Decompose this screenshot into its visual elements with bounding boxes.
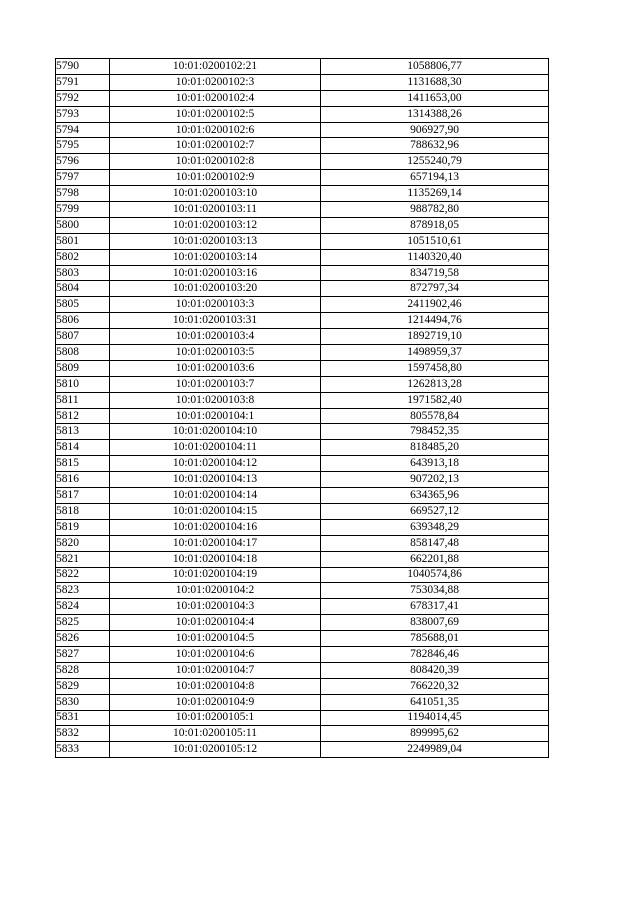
row-number-cell: 5832 <box>56 726 110 742</box>
value-cell: 1262813,28 <box>321 376 549 392</box>
value-cell: 1411653,00 <box>321 90 549 106</box>
cadastral-number-cell: 10:01:0200103:8 <box>110 392 321 408</box>
table-row <box>56 694 549 710</box>
table-row <box>56 503 549 519</box>
table-row <box>56 170 549 186</box>
row-number-cell: 5808 <box>56 345 110 361</box>
row-number-cell: 5807 <box>56 329 110 345</box>
table-row <box>56 424 549 440</box>
value-cell: 808420,39 <box>321 662 549 678</box>
row-number-cell: 5813 <box>56 424 110 440</box>
cadastral-number-cell: 10:01:0200103:10 <box>110 186 321 202</box>
value-cell: 1131688,30 <box>321 74 549 90</box>
table-row <box>56 408 549 424</box>
cadastral-number-cell: 10:01:0200104:9 <box>110 694 321 710</box>
data-table <box>55 58 549 758</box>
row-number-cell: 5815 <box>56 456 110 472</box>
value-cell: 878918,05 <box>321 217 549 233</box>
value-cell: 788632,96 <box>321 138 549 154</box>
cadastral-number-cell: 10:01:0200104:13 <box>110 472 321 488</box>
row-number-cell: 5804 <box>56 281 110 297</box>
row-number-cell: 5792 <box>56 90 110 106</box>
value-cell: 834719,58 <box>321 265 549 281</box>
cadastral-number-cell: 10:01:0200104:3 <box>110 599 321 615</box>
row-number-cell: 5818 <box>56 503 110 519</box>
value-cell: 639348,29 <box>321 519 549 535</box>
row-number-cell: 5809 <box>56 360 110 376</box>
table-row <box>56 631 549 647</box>
table-row <box>56 710 549 726</box>
cadastral-number-cell: 10:01:0200104:17 <box>110 535 321 551</box>
table-row <box>56 678 549 694</box>
value-cell: 753034,88 <box>321 583 549 599</box>
row-number-cell: 5821 <box>56 551 110 567</box>
table-row <box>56 233 549 249</box>
cadastral-number-cell: 10:01:0200104:5 <box>110 631 321 647</box>
row-number-cell: 5802 <box>56 249 110 265</box>
cadastral-number-cell: 10:01:0200103:12 <box>110 217 321 233</box>
row-number-cell: 5811 <box>56 392 110 408</box>
value-cell: 906927,90 <box>321 122 549 138</box>
row-number-cell: 5794 <box>56 122 110 138</box>
row-number-cell: 5816 <box>56 472 110 488</box>
row-number-cell: 5830 <box>56 694 110 710</box>
table-row <box>56 360 549 376</box>
row-number-cell: 5800 <box>56 217 110 233</box>
table-row <box>56 519 549 535</box>
value-cell: 1314388,26 <box>321 106 549 122</box>
row-number-cell: 5824 <box>56 599 110 615</box>
cadastral-number-cell: 10:01:0200102:6 <box>110 122 321 138</box>
table-row <box>56 551 549 567</box>
value-cell: 1040574,86 <box>321 567 549 583</box>
row-number-cell: 5812 <box>56 408 110 424</box>
cadastral-number-cell: 10:01:0200104:1 <box>110 408 321 424</box>
cadastral-number-cell: 10:01:0200104:19 <box>110 567 321 583</box>
row-number-cell: 5791 <box>56 74 110 90</box>
value-cell: 785688,01 <box>321 631 549 647</box>
cadastral-number-cell: 10:01:0200105:12 <box>110 742 321 758</box>
value-cell: 678317,41 <box>321 599 549 615</box>
table-row <box>56 202 549 218</box>
cadastral-number-cell: 10:01:0200103:20 <box>110 281 321 297</box>
table-row <box>56 154 549 170</box>
value-cell: 643913,18 <box>321 456 549 472</box>
cadastral-number-cell: 10:01:0200105:1 <box>110 710 321 726</box>
table-row <box>56 440 549 456</box>
row-number-cell: 5817 <box>56 488 110 504</box>
table-row <box>56 329 549 345</box>
cadastral-number-cell: 10:01:0200104:11 <box>110 440 321 456</box>
value-cell: 1051510,61 <box>321 233 549 249</box>
table-row <box>56 646 549 662</box>
cadastral-number-cell: 10:01:0200104:2 <box>110 583 321 599</box>
row-number-cell: 5823 <box>56 583 110 599</box>
table-row <box>56 376 549 392</box>
value-cell: 838007,69 <box>321 615 549 631</box>
value-cell: 766220,32 <box>321 678 549 694</box>
cadastral-number-cell: 10:01:0200102:3 <box>110 74 321 90</box>
value-cell: 662201,88 <box>321 551 549 567</box>
cadastral-number-cell: 10:01:0200103:3 <box>110 297 321 313</box>
value-cell: 1498959,37 <box>321 345 549 361</box>
value-cell: 899995,62 <box>321 726 549 742</box>
row-number-cell: 5801 <box>56 233 110 249</box>
table-row <box>56 392 549 408</box>
table-row <box>56 59 549 75</box>
cadastral-number-cell: 10:01:0200104:6 <box>110 646 321 662</box>
row-number-cell: 5795 <box>56 138 110 154</box>
value-cell: 1892719,10 <box>321 329 549 345</box>
cadastral-number-cell: 10:01:0200103:4 <box>110 329 321 345</box>
value-cell: 907202,13 <box>321 472 549 488</box>
table-row <box>56 535 549 551</box>
table-row <box>56 90 549 106</box>
value-cell: 641051,35 <box>321 694 549 710</box>
table-row <box>56 662 549 678</box>
cadastral-number-cell: 10:01:0200103:5 <box>110 345 321 361</box>
row-number-cell: 5806 <box>56 313 110 329</box>
value-cell: 872797,34 <box>321 281 549 297</box>
value-cell: 858147,48 <box>321 535 549 551</box>
cadastral-number-cell: 10:01:0200103:7 <box>110 376 321 392</box>
value-cell: 782846,46 <box>321 646 549 662</box>
cadastral-number-cell: 10:01:0200103:16 <box>110 265 321 281</box>
row-number-cell: 5831 <box>56 710 110 726</box>
cadastral-number-cell: 10:01:0200103:14 <box>110 249 321 265</box>
row-number-cell: 5798 <box>56 186 110 202</box>
table-row <box>56 472 549 488</box>
row-number-cell: 5805 <box>56 297 110 313</box>
cadastral-number-cell: 10:01:0200102:4 <box>110 90 321 106</box>
table-row <box>56 583 549 599</box>
row-number-cell: 5827 <box>56 646 110 662</box>
value-cell: 1058806,77 <box>321 59 549 75</box>
value-cell: 1255240,79 <box>321 154 549 170</box>
row-number-cell: 5790 <box>56 59 110 75</box>
row-number-cell: 5799 <box>56 202 110 218</box>
cadastral-number-cell: 10:01:0200102:8 <box>110 154 321 170</box>
value-cell: 818485,20 <box>321 440 549 456</box>
value-cell: 1135269,14 <box>321 186 549 202</box>
value-cell: 2249989,04 <box>321 742 549 758</box>
table-row <box>56 456 549 472</box>
table-row <box>56 345 549 361</box>
row-number-cell: 5803 <box>56 265 110 281</box>
cadastral-number-cell: 10:01:0200104:16 <box>110 519 321 535</box>
cadastral-number-cell: 10:01:0200104:14 <box>110 488 321 504</box>
value-cell: 669527,12 <box>321 503 549 519</box>
row-number-cell: 5819 <box>56 519 110 535</box>
table-row <box>56 599 549 615</box>
table-body <box>56 59 549 758</box>
cadastral-number-cell: 10:01:0200103:13 <box>110 233 321 249</box>
table-row <box>56 313 549 329</box>
cadastral-number-cell: 10:01:0200102:21 <box>110 59 321 75</box>
value-cell: 1971582,40 <box>321 392 549 408</box>
cadastral-number-cell: 10:01:0200103:11 <box>110 202 321 218</box>
table-row <box>56 567 549 583</box>
value-cell: 798452,35 <box>321 424 549 440</box>
row-number-cell: 5822 <box>56 567 110 583</box>
table-row <box>56 297 549 313</box>
table-row <box>56 122 549 138</box>
value-cell: 657194,13 <box>321 170 549 186</box>
row-number-cell: 5833 <box>56 742 110 758</box>
cadastral-number-cell: 10:01:0200104:15 <box>110 503 321 519</box>
cadastral-number-cell: 10:01:0200102:5 <box>110 106 321 122</box>
table-row <box>56 186 549 202</box>
row-number-cell: 5829 <box>56 678 110 694</box>
row-number-cell: 5826 <box>56 631 110 647</box>
value-cell: 634365,96 <box>321 488 549 504</box>
table-row <box>56 742 549 758</box>
value-cell: 1597458,80 <box>321 360 549 376</box>
cadastral-number-cell: 10:01:0200104:18 <box>110 551 321 567</box>
table-row <box>56 106 549 122</box>
table-row <box>56 281 549 297</box>
table-row <box>56 265 549 281</box>
cadastral-number-cell: 10:01:0200104:4 <box>110 615 321 631</box>
table-row <box>56 726 549 742</box>
row-number-cell: 5825 <box>56 615 110 631</box>
row-number-cell: 5828 <box>56 662 110 678</box>
table-row <box>56 74 549 90</box>
cadastral-number-cell: 10:01:0200104:12 <box>110 456 321 472</box>
row-number-cell: 5793 <box>56 106 110 122</box>
row-number-cell: 5820 <box>56 535 110 551</box>
value-cell: 988782,80 <box>321 202 549 218</box>
table-row <box>56 217 549 233</box>
value-cell: 1140320,40 <box>321 249 549 265</box>
row-number-cell: 5797 <box>56 170 110 186</box>
value-cell: 805578,84 <box>321 408 549 424</box>
cadastral-number-cell: 10:01:0200104:10 <box>110 424 321 440</box>
row-number-cell: 5810 <box>56 376 110 392</box>
table-row <box>56 488 549 504</box>
cadastral-number-cell: 10:01:0200103:6 <box>110 360 321 376</box>
table-row <box>56 249 549 265</box>
row-number-cell: 5814 <box>56 440 110 456</box>
cadastral-number-cell: 10:01:0200105:11 <box>110 726 321 742</box>
cadastral-number-cell: 10:01:0200104:8 <box>110 678 321 694</box>
cadastral-number-cell: 10:01:0200103:31 <box>110 313 321 329</box>
value-cell: 2411902,46 <box>321 297 549 313</box>
value-cell: 1194014,45 <box>321 710 549 726</box>
cadastral-number-cell: 10:01:0200102:7 <box>110 138 321 154</box>
cadastral-number-cell: 10:01:0200104:7 <box>110 662 321 678</box>
value-cell: 1214494,76 <box>321 313 549 329</box>
cadastral-number-cell: 10:01:0200102:9 <box>110 170 321 186</box>
table-row <box>56 615 549 631</box>
table-row <box>56 138 549 154</box>
row-number-cell: 5796 <box>56 154 110 170</box>
